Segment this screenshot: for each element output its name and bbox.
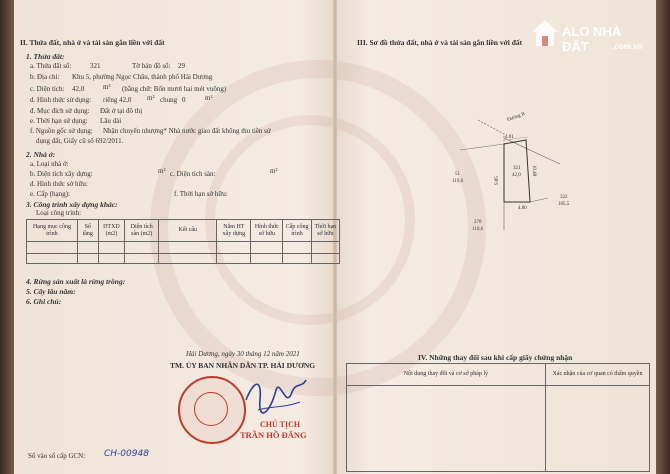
signer-title: CHỦ TỊCH <box>260 420 301 429</box>
changes-col-confirmation: Xác nhận của cơ quan có thẩm quyền <box>545 364 649 386</box>
plot-parcel-number: 321 <box>513 166 521 171</box>
table-row <box>347 386 650 472</box>
col-form: Hình thức sở hữu <box>251 220 283 242</box>
origin-label: f. Nguồn gốc sử dụng: <box>30 127 93 135</box>
purpose-label: đ. Mục đích sử dụng: <box>30 107 90 115</box>
address-value: Khu 5, phường Ngọc Châu, thành phố Hải Dương <box>72 73 213 81</box>
photo-edge-left <box>0 0 14 474</box>
purpose-value: Đất ở tại đô thị <box>100 107 143 115</box>
house-form: d. Hình thức sở hữu: <box>30 180 88 188</box>
house-levels: e. Cấp (hạng): <box>30 190 70 198</box>
brand-name: ALO NHÀ ĐẤT <box>562 24 622 54</box>
signing-place-date: Hải Dương, ngày 30 tháng 12 năm 2021 <box>186 350 300 358</box>
shared-label: chung <box>160 96 178 104</box>
parcel-number: 321 <box>90 62 101 70</box>
origin-line-1: Nhận chuyển nhượng* Nhà nước giao đất không thu tiền sử <box>103 127 271 135</box>
plot-dim-right: 10.48 <box>531 164 537 177</box>
construction-heading: 3. Công trình xây dựng khác: <box>26 200 118 209</box>
origin-line-2: dụng đất, Giấy cũ số 692/2011. <box>36 137 124 145</box>
area-in-words: (bằng chữ: Bốn mươi hai mét vuông) <box>122 85 227 93</box>
map-label: Tờ bản đồ số: <box>132 62 171 70</box>
col-grade: Cấp công trình <box>283 220 311 242</box>
shared-unit: m² <box>205 94 213 102</box>
neighbor-left-area: 119,6 <box>452 179 464 184</box>
house-built-unit: m² <box>158 167 166 175</box>
neighbor-bottom-number: 270 <box>474 220 482 225</box>
term-label: e. Thời hạn sử dụng: <box>30 117 88 125</box>
term-value: Lâu dài <box>100 117 122 125</box>
signature <box>240 370 310 420</box>
ownership-unit: m² <box>147 94 155 102</box>
col-category: Hạng mục công trình <box>27 220 78 242</box>
house-floor-unit: m² <box>270 167 278 175</box>
signer-name: TRẦN HỒ ĐĂNG <box>240 430 307 440</box>
perennial-heading: 5. Cây lâu năm: <box>26 287 76 296</box>
ownership-label: d. Hình thức sử dụng: <box>30 96 92 104</box>
col-year: Năm HT xây dựng <box>217 220 251 242</box>
parcel-diagram <box>400 80 600 240</box>
area-unit: m² <box>103 83 111 91</box>
neighbor-right-area: 105,5 <box>558 202 570 207</box>
changes-heading: IV. Những thay đổi sau khi cấp giấy chứng nhận <box>418 353 573 362</box>
construction-table <box>26 219 340 264</box>
plot-dim-bottom: 4.00 <box>518 206 527 211</box>
plot-dim-left: 9.85 <box>494 176 500 185</box>
forest-heading: 4. Rừng sản xuất là rừng trồng: <box>26 277 126 286</box>
col-structure: Kết cấu <box>159 220 217 242</box>
plot-dim-top: 4.01 <box>505 135 514 140</box>
plot-road-label: Đường B <box>506 111 526 124</box>
neighbor-bottom-area: 110,6 <box>472 227 484 232</box>
signing-authority: TM. ỦY BAN NHÂN DÂN TP. HẢI DƯƠNG <box>170 361 316 370</box>
house-ownership-term: f. Thời hạn sở hữu: <box>174 190 228 198</box>
register-label: Số vào sổ cấp GCN: <box>28 452 86 460</box>
neighbor-left-number: 51 <box>455 172 460 177</box>
area-value: 42,0 <box>72 85 85 93</box>
house-heading: 2. Nhà ở: <box>26 150 56 159</box>
notes-heading: 6. Ghi chú: <box>26 297 62 306</box>
col-floors: Số tầng <box>77 220 98 242</box>
changes-col-content: Nội dung thay đổi và cơ sở pháp lý <box>347 364 546 386</box>
shared-value: 0 <box>182 96 186 104</box>
address-label: b. Địa chỉ: <box>30 73 60 81</box>
house-type: a. Loại nhà ở: <box>30 160 69 168</box>
house-icon <box>530 18 560 48</box>
land-heading: 1. Thửa đất: <box>26 52 65 61</box>
left-section-title: II. Thửa đất, nhà ở và tài sản gắn liền với đất <box>20 38 165 47</box>
brand-logo <box>530 14 650 68</box>
neighbor-right-number: 322 <box>560 195 568 200</box>
plot-parcel-area: 42,0 <box>512 173 521 178</box>
ownership-value: riêng 42,0 <box>103 96 132 104</box>
right-section-title: III. Sơ đồ thửa đất, nhà ở và tài sản gắn liền với đất <box>357 38 523 47</box>
changes-table <box>346 363 650 472</box>
house-built-area: b. Diện tích xây dựng: <box>30 170 93 178</box>
brand-domain: .com.vn <box>612 42 643 51</box>
parcel-label: a. Thửa đất số: <box>30 62 72 70</box>
col-dtxd: DTXD (m2) <box>98 220 125 242</box>
table-row <box>27 254 340 264</box>
photo-edge-right <box>656 0 670 474</box>
house-floor-area: c. Diện tích sàn: <box>170 170 216 178</box>
table-row <box>27 242 340 254</box>
col-floor-area: Diện tích sàn (m2) <box>125 220 159 242</box>
register-number: CH-00948 <box>104 449 149 459</box>
area-label: c. Diện tích: <box>30 85 65 93</box>
col-term: Thời hạn sở hữu <box>311 220 339 242</box>
map-number: 29 <box>178 62 185 70</box>
official-seal <box>178 376 246 444</box>
construction-type-label: Loại công trình: <box>36 209 82 217</box>
